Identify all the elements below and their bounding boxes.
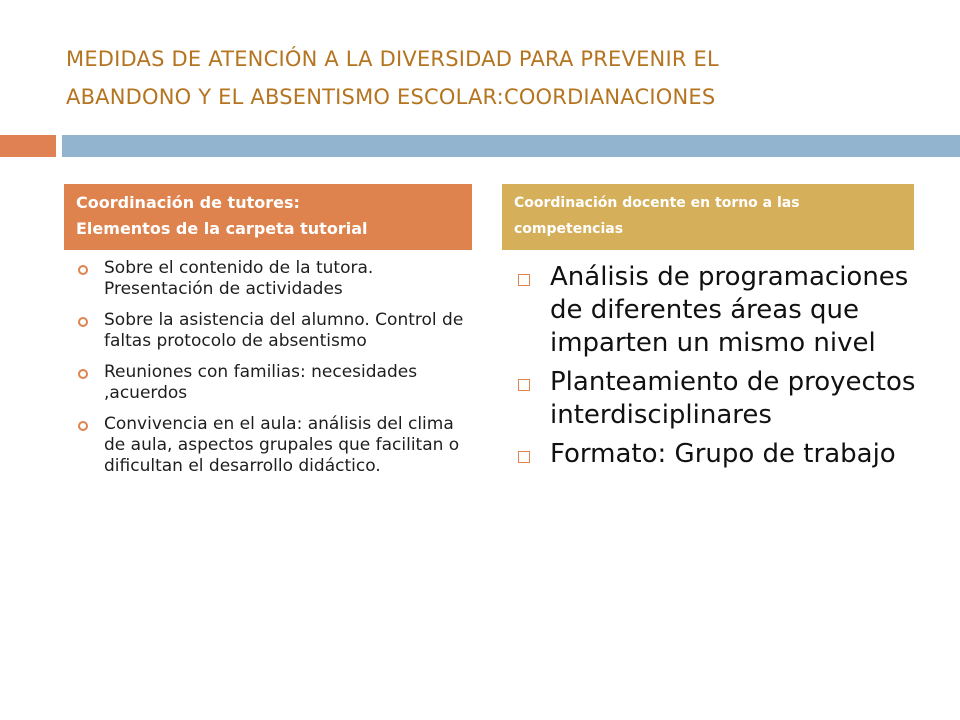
slide-title — [66, 40, 926, 116]
list-item — [72, 310, 472, 352]
list-item — [512, 438, 922, 471]
left-header-line-2: Elementos de la carpeta tutorial — [76, 219, 368, 238]
list-item-text: Formato: Grupo de trabajo — [550, 439, 896, 469]
list-item — [512, 261, 922, 360]
right-header-text: Coordinación docente en torno a las competencias — [514, 195, 800, 237]
list-item-text: Planteamiento de proyectos interdisciplinares — [550, 367, 916, 430]
list-item-text: Reuniones con familias: necesidades ,acuerdos — [104, 362, 418, 403]
circle-bullet-icon — [78, 265, 88, 275]
right-column-header — [502, 184, 914, 250]
slide-title-line-1: MEDIDAS DE ATENCIÓN A LA DIVERSIDAD PARA PREVENIR EL — [66, 47, 719, 71]
left-header-line-1: Coordinación de tutores: — [76, 193, 300, 212]
circle-bullet-icon — [78, 317, 88, 327]
list-item-text: Sobre la asistencia del alumno. Control de faltas protocolo de absentismo — [104, 310, 464, 351]
accent-bar — [0, 135, 56, 157]
list-item-text: Convivencia en el aula: análisis del clima de aula, aspectos grupales que facilitan o dificultan el desarrollo didáctico. — [104, 414, 460, 476]
list-item-text: Sobre el contenido de la tutora. Presentación de actividades — [104, 258, 374, 299]
list-item — [512, 366, 922, 432]
square-bullet-icon — [518, 451, 530, 463]
list-item-text: Análisis de programaciones de diferentes áreas que imparten un mismo nivel — [550, 262, 909, 358]
list-item — [72, 258, 472, 300]
list-item — [72, 414, 472, 477]
right-bullet-list — [512, 261, 922, 477]
square-bullet-icon — [518, 379, 530, 391]
slide-title-line-2: ABANDONO Y EL ABSENTISMO ESCOLAR:COORDIANACIONES — [66, 85, 716, 109]
circle-bullet-icon — [78, 421, 88, 431]
list-item — [72, 362, 472, 404]
divider-bar — [62, 135, 960, 157]
circle-bullet-icon — [78, 369, 88, 379]
square-bullet-icon — [518, 274, 530, 286]
left-column-header — [64, 184, 472, 250]
left-bullet-list — [72, 258, 472, 487]
